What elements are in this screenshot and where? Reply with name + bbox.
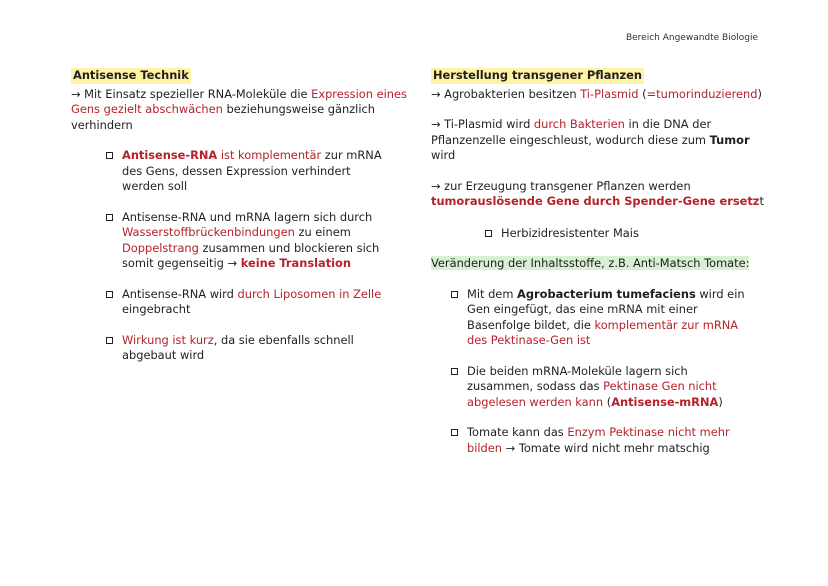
left-item-list: [106, 148, 396, 364]
list-item-text: Antisense-RNA und mRNA lagern sich durch: [122, 209, 373, 224]
list-item: [106, 210, 396, 272]
checkbox-icon: [485, 230, 492, 237]
right-title: Herstellung transgener Pflanzen: [433, 68, 642, 82]
p1-e: ): [757, 86, 762, 101]
p3-a: → zur Erzeugung transgener Pflanzen werden: [431, 178, 691, 193]
list-item: [451, 287, 751, 349]
right-green-title: Veränderung der Inhaltsstoffe, z.B. Anti-Matsch Tomate:: [431, 256, 750, 270]
p1-c: (: [638, 86, 647, 101]
p1-d: =tumorinduzierend: [646, 86, 758, 101]
list-item-text: durch Liposomen in Zelle: [237, 286, 382, 301]
list-item-text: zusammen und blockieren sich somit gegenseitig →: [122, 240, 380, 270]
right-para1: [431, 87, 771, 103]
list-item-text: Wirkung ist kurz: [122, 332, 214, 347]
p2-e: wird: [431, 148, 456, 162]
p3-c: t: [759, 194, 764, 208]
green-title-wrap: [431, 256, 771, 272]
list-item: [106, 333, 396, 364]
list-item-text: zu einem: [294, 225, 351, 239]
p1-a: → Agrobakterien besitzen: [431, 86, 581, 101]
checkbox-icon: [106, 337, 113, 344]
left-intro: [71, 87, 411, 134]
list-item: [451, 425, 751, 456]
left-intro-text: → Mit Einsatz spezieller RNA-Moleküle die: [71, 86, 312, 101]
list-item-text: → Tomate wird nicht mehr matschig: [502, 440, 710, 455]
list-item-text: Antisense-RNA wird: [122, 286, 238, 301]
p2-d: Tumor: [709, 132, 750, 147]
list-item-text: eingebracht: [122, 302, 191, 316]
right-para3: [431, 179, 771, 210]
right-item-list: [451, 287, 751, 457]
list-item: [106, 148, 396, 195]
list-item: [451, 364, 751, 411]
list-item-text: Enzym Pektinase nicht mehr bilden: [467, 425, 730, 455]
center-list-item: [485, 226, 771, 242]
checkbox-icon: [106, 214, 113, 221]
checkbox-icon: [451, 291, 458, 298]
list-item: [106, 287, 396, 318]
right-column: [431, 68, 771, 456]
list-item-text: Antisense-mRNA: [611, 394, 719, 409]
list-item-text: zur mRNA des Gens, dessen Expression verhindert werden soll: [122, 148, 382, 193]
list-item-text: Pektinase Gen nicht abgelesen werden kann: [467, 379, 717, 409]
checkbox-icon: [106, 152, 113, 159]
page-header: Bereich Angewandte Biologie: [625, 33, 758, 43]
list-item-text: Agrobacterium tumefaciens: [517, 286, 696, 301]
p3-b: tumorauslösende Gene durch Spender-Gene ersetz: [431, 194, 760, 208]
left-title: Antisense Technik: [73, 68, 189, 82]
list-item-text: Wasserstoffbrückenbindungen: [122, 225, 295, 239]
left-intro-red: Expression eines Gens gezielt abschwächen: [71, 86, 407, 116]
list-item-text: wird ein Gen eingefügt, das eine mRNA mit einer Basenfolge bildet, die: [467, 286, 745, 332]
list-item-text: (: [603, 394, 612, 409]
left-column: [71, 68, 411, 364]
checkbox-icon: [451, 368, 458, 375]
list-item-text: Antisense-RNA: [122, 148, 218, 162]
list-item-text: ist komplementär: [217, 148, 322, 162]
list-item-text: keine Translation: [240, 256, 351, 270]
center-item-text: Herbizidresistenter Mais: [501, 225, 639, 240]
list-item-text: Die beiden mRNA-Moleküle lagern sich zusammen, sodass das: [467, 363, 688, 393]
list-item-text: , da sie ebenfalls schnell abgebaut wird: [122, 332, 354, 362]
p1-b: Ti-Plasmid: [580, 86, 639, 101]
p2-b: durch Bakterien: [533, 117, 625, 131]
left-intro-rest: beziehungsweise gänzlich verhindern: [71, 102, 375, 132]
right-para2: [431, 117, 771, 164]
list-item-text: ): [718, 394, 723, 409]
list-item-text: komplementär zur mRNA des Pektinase-Gen ist: [467, 317, 739, 347]
list-item-text: Mit dem: [467, 286, 518, 301]
checkbox-icon: [106, 291, 113, 298]
p2-c: in die DNA der Pflanzenzelle eingeschleust, wodurch diese zum: [431, 117, 712, 147]
list-item-text: Doppelstrang: [122, 240, 199, 255]
checkbox-icon: [451, 429, 458, 436]
p2-a: → Ti-Plasmid wird: [431, 117, 534, 131]
list-item-text: Tomate kann das: [467, 425, 568, 439]
